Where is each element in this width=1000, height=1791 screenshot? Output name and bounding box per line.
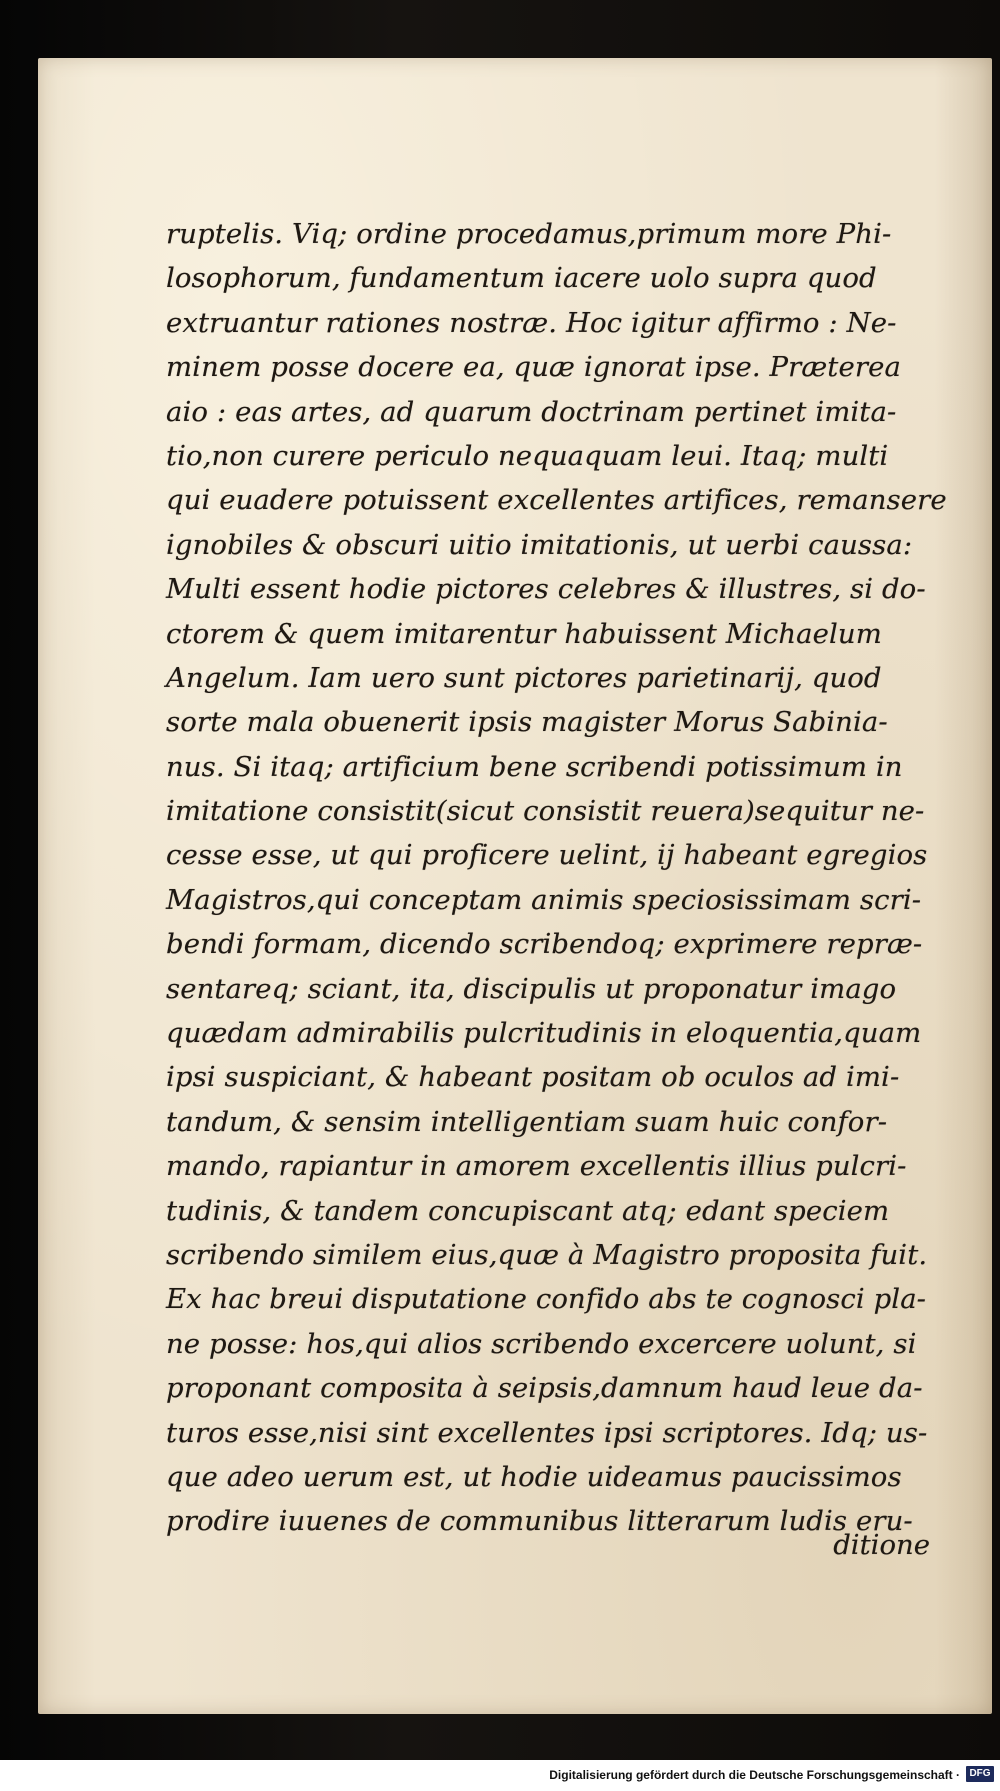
text-line: qui euadere potuissent excellentes artifices, remansere — [166, 484, 947, 517]
text-line: imitatione consistit(sicut consistit reuera)sequitur ne- — [166, 795, 925, 828]
text-line: ipsi suspiciant, & habeant positam ob oculos ad imi- — [166, 1061, 900, 1094]
text-line: scribendo similem eius,quæ à Magistro proposita fuit. — [166, 1238, 928, 1271]
funding-attribution: Digitalisierung gefördert durch die Deutsche Forschungsgemeinschaft · — [549, 1768, 960, 1782]
text-line: ctorem & quem imitarentur habuissent Michaelum — [166, 617, 882, 650]
text-line: extruantur rationes nostræ. Hoc igitur affirmo : Ne- — [166, 306, 897, 339]
text-line: losophorum, fundamentum iacere uolo supra quod — [166, 262, 877, 295]
catchword: ditione — [833, 1529, 930, 1561]
text-line: Angelum. Iam uero sunt pictores parietinarij, quod — [166, 661, 882, 694]
text-line: nus. Si itaq; artificium bene scribendi potissimum in — [166, 750, 903, 783]
text-line: minem posse docere ea, quæ ignorat ipse. Præterea — [166, 351, 901, 384]
text-line: Multi essent hodie pictores celebres & illustres, si do- — [166, 573, 926, 606]
text-line: sorte mala obuenerit ipsis magister Morus Sabinia- — [166, 706, 888, 739]
page-text — [166, 212, 986, 1544]
text-line: proponant composita à seipsis,damnum haud leue da- — [166, 1372, 923, 1405]
text-line: bendi formam, dicendo scribendoq; exprimere repræ- — [166, 928, 923, 961]
text-line: ruptelis. Viq; ordine procedamus,primum more Phi- — [166, 218, 892, 250]
text-line: Magistros,qui conceptam animis speciosissimam scri- — [166, 883, 922, 916]
footer-bar — [0, 1760, 1000, 1791]
text-line: que adeo uerum est, ut hodie uideamus paucissimos — [166, 1460, 902, 1493]
text-line: Ex hac breui disputatione confido abs te cognosci pla- — [166, 1283, 927, 1316]
text-line: ignobiles & obscuri uitio imitationis, ut uerbi caussa: — [166, 528, 913, 561]
text-line: ne posse: hos,qui alios scribendo excercere uolunt, si — [166, 1327, 917, 1360]
text-line: turos esse,nisi sint excellentes ipsi scriptores. Idq; us- — [166, 1416, 928, 1449]
text-line: aio : eas artes, ad quarum doctrinam pertinet imita- — [166, 395, 897, 428]
text-line: tio,non curere periculo nequaquam leui. Itaq; multi — [166, 439, 889, 472]
text-line: mando, rapiantur in amorem excellentis illius pulcri- — [166, 1150, 907, 1183]
dfg-logo: DFG — [966, 1766, 994, 1782]
text-line: quædam admirabilis pulcritudinis in eloquentia,quam — [166, 1017, 922, 1050]
text-line: tudinis, & tandem concupiscant atq; edant speciem — [166, 1194, 890, 1227]
book-page — [38, 58, 992, 1714]
text-line: tandum, & sensim intelligentiam suam huic confor- — [166, 1105, 888, 1138]
text-line: cesse esse, ut qui proficere uelint, ij habeant egregios — [166, 839, 928, 872]
text-line: sentareq; sciant, ita, discipulis ut proponatur imago — [166, 972, 897, 1005]
text-line: prodire iuuenes de communibus litterarum ludis eru- — [166, 1505, 913, 1538]
